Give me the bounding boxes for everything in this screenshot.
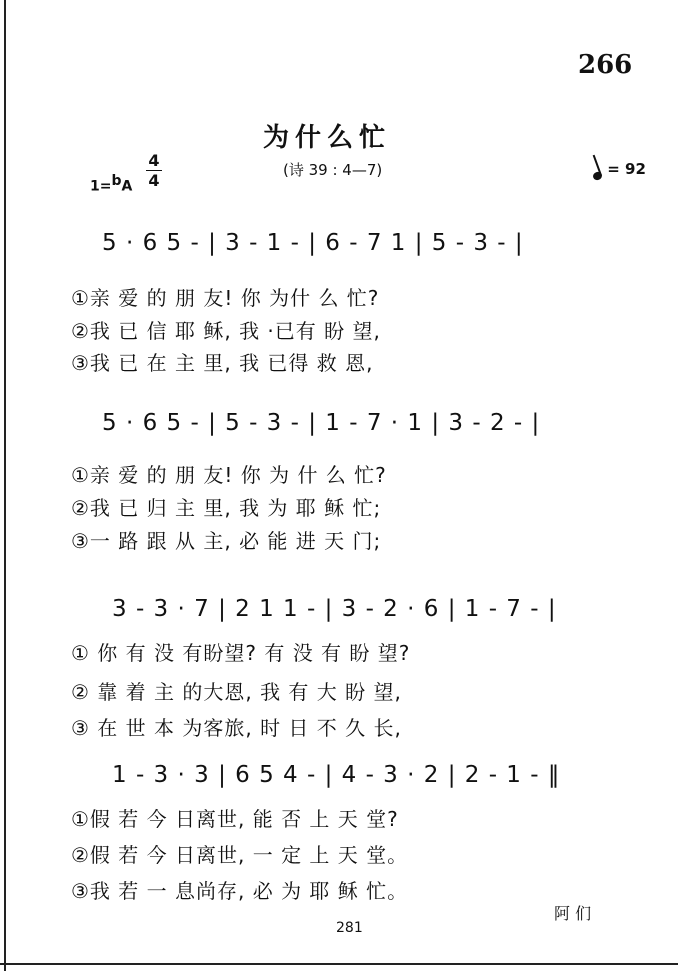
page-border-left — [4, 0, 6, 971]
lyric-line-4-verse-1: ①假 若 今 日离世, 能 否 上 天 堂? — [71, 807, 399, 831]
time-signature — [146, 152, 162, 189]
time-signature-top: 4 — [148, 151, 160, 170]
lyric-line-1-verse-1: ①亲 爱 的 朋 友! 你 为什 么 忙? — [71, 286, 380, 310]
quarter-note-icon — [592, 171, 603, 182]
lyric-line-3-verse-2: ② 靠 着 主 的大恩, 我 有 大 盼 望, — [71, 680, 402, 704]
tempo-marking — [593, 160, 646, 180]
lyric-line-4-verse-2: ②假 若 今 日离世, 一 定 上 天 堂。 — [71, 843, 409, 867]
notation-line-1: 5 · 6 5 - | 3 - 1 - | 6 - 7 1 | 5 - 3 - | — [102, 230, 524, 256]
notation-line-4: 1 - 3 · 3 | 6 5 4 - | 4 - 3 · 2 | 2 - 1 - ‖ — [112, 762, 561, 788]
page-number: 281 — [336, 920, 363, 936]
key-signature — [90, 173, 132, 195]
flat-sign: b — [111, 173, 122, 189]
scripture-reference: (诗 39 : 4—7) — [283, 161, 383, 179]
notation-line-3: 3 - 3 · 7 | 2 1 1 - | 3 - 2 · 6 | 1 - 7 - | — [112, 596, 557, 622]
lyric-line-2-verse-2: ②我 已 归 主 里, 我 为 耶 稣 忙; — [71, 496, 382, 520]
hymn-title: 为什么忙 — [263, 123, 392, 153]
lyric-line-2-verse-3: ③一 路 跟 从 主, 必 能 进 天 门; — [71, 529, 382, 553]
time-signature-bottom: 4 — [148, 171, 160, 190]
lyric-line-1-verse-3: ③我 已 在 主 里, 我 已得 救 恩, — [71, 351, 374, 375]
lyric-line-3-verse-3: ③ 在 世 本 为客旅, 时 日 不 久 长, — [71, 716, 402, 740]
key-note: A — [121, 178, 133, 195]
page-border-bottom — [0, 963, 678, 965]
amen-text: 阿 们 — [554, 904, 592, 923]
lyric-line-3-verse-1: ① 你 有 没 有盼望? 有 没 有 盼 望? — [71, 641, 411, 665]
lyric-line-4-verse-3: ③我 若 一 息尚存, 必 为 耶 稣 忙。 — [71, 879, 409, 903]
lyric-line-1-verse-2: ②我 已 信 耶 稣, 我 ·已有 盼 望, — [71, 319, 381, 343]
key-prefix: 1= — [90, 178, 112, 195]
notation-line-2: 5 · 6 5 - | 5 - 3 - | 1 - 7 · 1 | 3 - 2 - | — [102, 410, 541, 436]
lyric-line-2-verse-1: ①亲 爱 的 朋 友! 你 为 什 么 忙? — [71, 463, 387, 487]
hymn-number: 266 — [578, 50, 633, 80]
tempo-value: = 92 — [607, 160, 646, 178]
